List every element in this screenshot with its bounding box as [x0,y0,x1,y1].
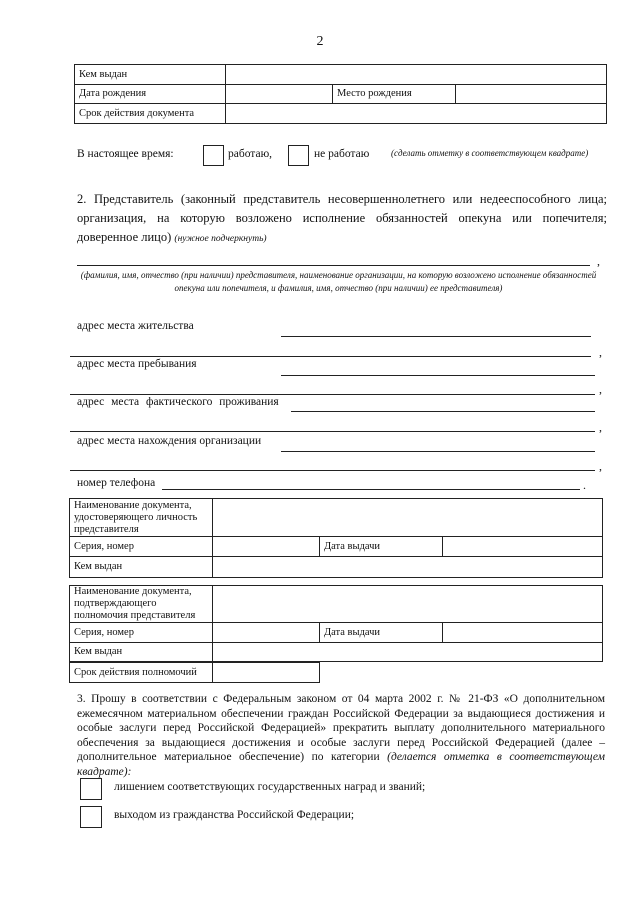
stay-address-line-1[interactable] [281,375,595,376]
residence-address-line-2[interactable] [70,356,591,357]
auth-issued-by-label: Кем выдан [70,643,213,662]
rep-issue-date-label: Дата выдачи [320,537,443,557]
phone-label: номер телефона [77,477,156,489]
option1-label: лишением соответствующих государственных наград и званий; [114,781,426,793]
section2-hint: (нужное подчеркнуть) [174,234,267,244]
auth-issue-date-label: Дата выдачи [320,623,443,643]
auth-doc-name-label: Наименование документа, подтверждающего полномочия представителя [70,586,213,623]
authority-validity-table [69,662,320,683]
comma: , [599,420,602,434]
document-table [74,64,607,124]
working-checkbox[interactable] [203,145,224,166]
representative-caption: (фамилия, имя, отчество (при наличии) представителя, наименование организации, на которую возложено исполнение обязанностей опекуна или попечителя, и фамилия, имя, отчество (при наличии) ее представителя) [80,270,597,293]
auth-series-label: Серия, номер [70,623,213,643]
actual-address-line-1[interactable] [291,411,595,412]
birth-date-label: Дата рождения [75,85,226,104]
option1-checkbox[interactable] [80,778,102,800]
organization-address-label: адрес места нахождения организации [77,435,262,447]
authority-table [69,585,603,662]
rep-issue-date-field[interactable] [443,537,603,557]
representative-name-line[interactable] [77,265,590,266]
organization-address-line-1[interactable] [281,451,595,452]
comma: , [597,254,600,268]
rep-doc-name-label: Наименование документа, удостоверяющего личность представителя [70,499,213,537]
auth-doc-name-field[interactable] [213,586,603,623]
auth-issue-date-field[interactable] [443,623,603,643]
residence-address-line-1[interactable] [281,336,591,337]
page-number: 2 [316,34,324,49]
phone-line[interactable] [162,489,580,490]
comma: , [599,459,602,473]
section2-body: 2. Представитель (законный представитель несовершеннолетнего или недееспособного лица; организация, на которую возложено исполнение обязанностей опекуна или попечителя; доверенное лицо) [77,192,607,244]
issued-by-label: Кем выдан [75,65,226,85]
section3-body: 3. Прошу в соответствии с Федеральным законом от 04 марта 2002 г. № 21-ФЗ «О дополнительном ежемесячном материальном обеспечении граждан Российской Федерации за выдающиеся достижения и особые заслуги перед Российской Федерацией» прекратить выплату дополнительного материального обеспечения за выдающиеся достижения и особые заслуги перед Российской Федерацией (далее – дополнительное материальное обеспечение) по категории [77,693,605,764]
period: . [583,478,586,492]
birth-date-field[interactable] [226,85,333,104]
rep-issued-by-label: Кем выдан [70,557,213,578]
comma: , [599,382,602,396]
section2-text [77,190,607,249]
rep-issued-by-field[interactable] [213,557,603,578]
representative-id-table [69,498,603,578]
section3-hint: (делается отметка в соответствующем квадрате): [77,751,605,778]
rep-series-field[interactable] [213,537,320,557]
comma: , [599,345,602,359]
validity-field[interactable] [226,104,607,124]
stay-address-line-2[interactable] [70,394,595,395]
status-hint: (сделать отметку в соответствующем квадрате) [391,148,589,158]
actual-address-label: адрес места фактического проживания [77,396,279,408]
residence-address-label: адрес места жительства [77,320,194,332]
status-label: В настоящее время: [77,148,174,160]
not-working-label: не работаю [314,148,370,160]
actual-address-line-2[interactable] [70,431,595,432]
birth-place-label: Место рождения [333,85,456,104]
issued-by-field[interactable] [226,65,607,85]
stay-address-label: адрес места пребывания [77,358,197,370]
not-working-checkbox[interactable] [288,145,309,166]
auth-validity-label: Срок действия полномочий [70,663,213,683]
birth-place-field[interactable] [456,85,607,104]
validity-label: Срок действия документа [75,104,226,124]
option2-checkbox[interactable] [80,806,102,828]
working-label: работаю, [228,148,273,160]
auth-issued-by-field[interactable] [213,643,603,662]
option2-label: выходом из гражданства Российской Федерации; [114,809,355,821]
rep-series-label: Серия, номер [70,537,213,557]
organization-address-line-2[interactable] [70,470,595,471]
auth-validity-field[interactable] [213,663,320,683]
auth-series-field[interactable] [213,623,320,643]
rep-doc-name-field[interactable] [213,499,603,537]
section3-text [77,692,605,780]
